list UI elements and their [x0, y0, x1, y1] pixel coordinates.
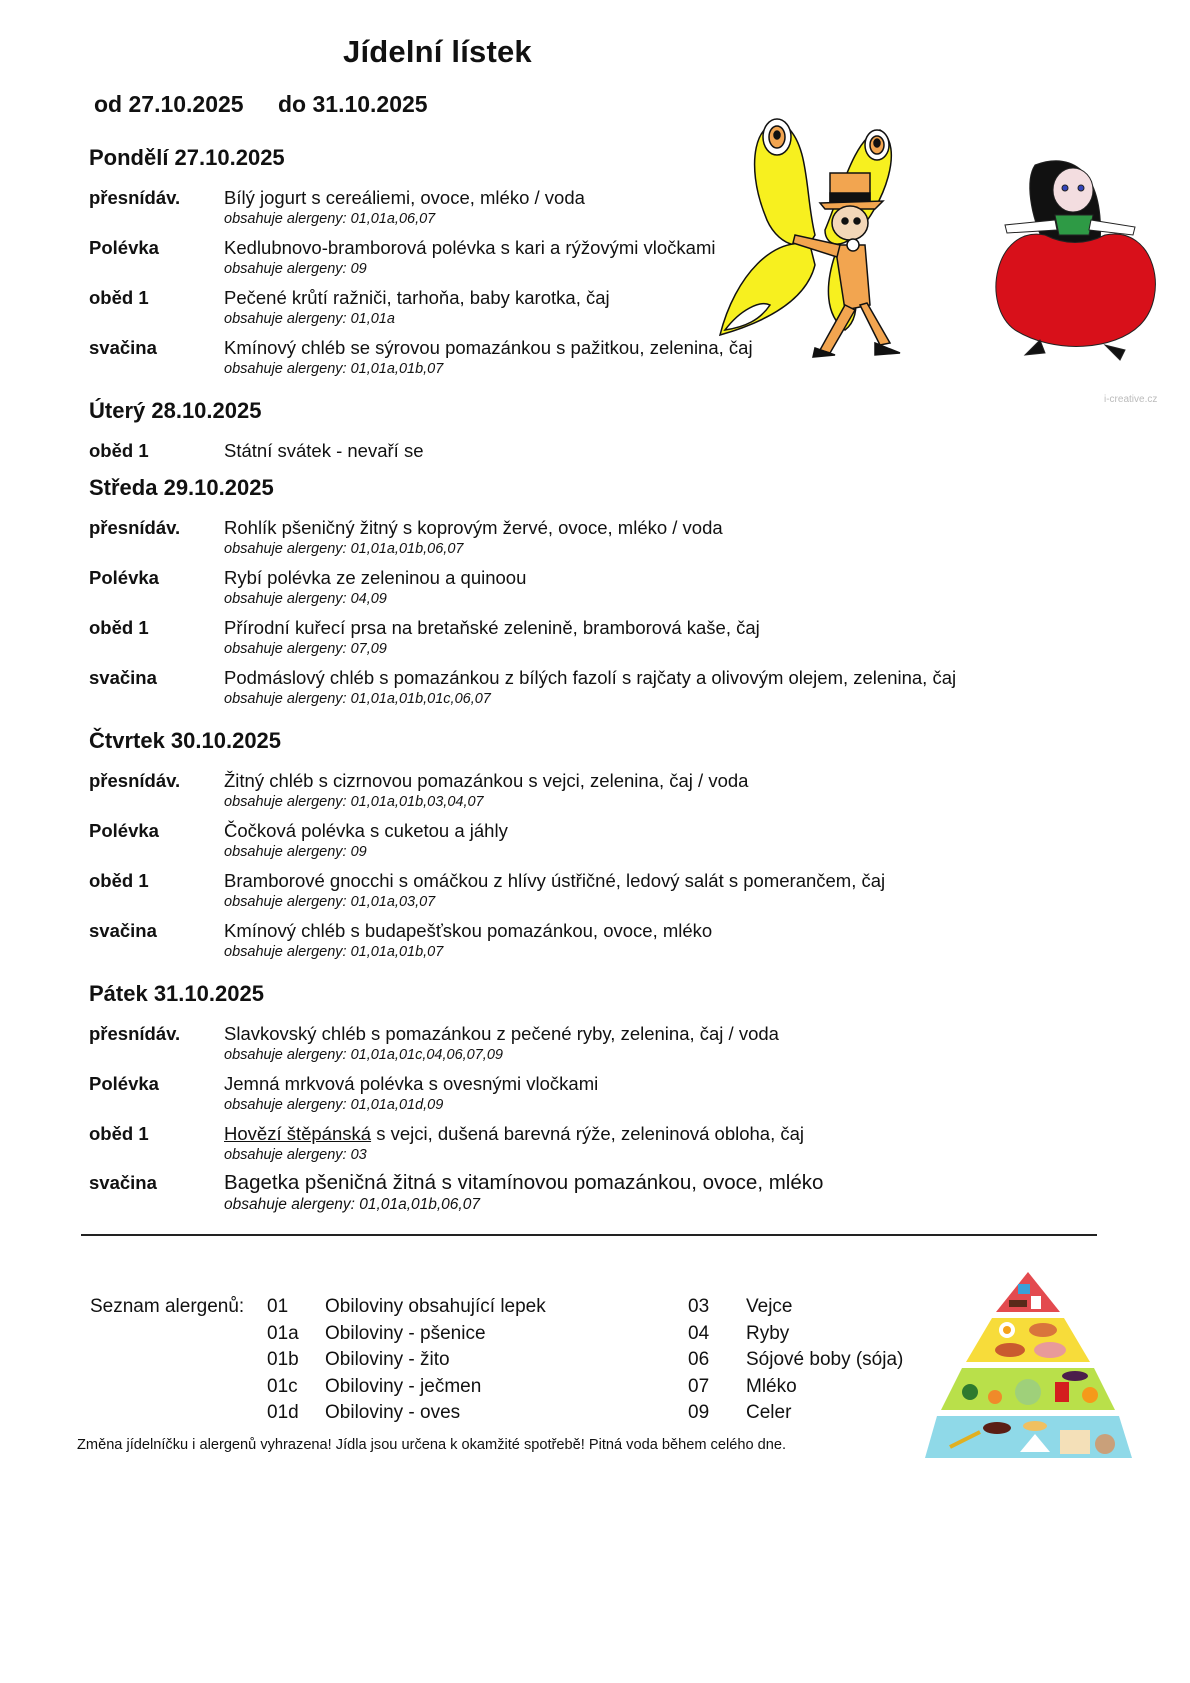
meal-allergens: obsahuje alergeny: 01,01a,01b,06,07	[224, 1196, 480, 1213]
allergen-item	[267, 1323, 546, 1350]
allergen-list-left	[267, 1296, 546, 1429]
meal-dish: Rohlík pšeničný žitný s koprovým žervé, ovoce, mléko / voda	[224, 517, 723, 538]
allergen-item	[267, 1376, 546, 1403]
meal-label: přesnídáv.	[89, 517, 181, 538]
meal-dish: Jemná mrkvová polévka s ovesnými vločkami	[224, 1073, 599, 1094]
allergen-code: 09	[688, 1402, 710, 1423]
meal-allergens: obsahuje alergeny: 03	[224, 1147, 367, 1163]
allergen-code: 01	[267, 1296, 289, 1317]
day-heading-tuesday: Úterý 28.10.2025	[89, 398, 262, 423]
allergen-item	[267, 1349, 546, 1376]
date-from: od 27.10.2025	[94, 91, 244, 117]
meal-dish: Bramborové gnocchi s omáčkou z hlívy ústřičné, ledový salát s pomerančem, čaj	[224, 870, 886, 891]
allergen-name: Obiloviny - oves	[325, 1402, 461, 1423]
allergen-code: 06	[688, 1349, 710, 1370]
meal-allergens: obsahuje alergeny: 09	[224, 261, 367, 277]
meal-dish: Kmínový chléb s budapešťskou pomazánkou, ovoce, mléko	[224, 920, 713, 941]
allergen-item	[688, 1402, 903, 1429]
allergen-name: Obiloviny - žito	[325, 1349, 450, 1370]
meal-dish	[224, 1123, 804, 1145]
meal-allergens: obsahuje alergeny: 01,01a,06,07	[224, 211, 436, 227]
meal-label: oběd 1	[89, 287, 149, 308]
meal-allergens: obsahuje alergeny: 01,01a,03,07	[224, 894, 436, 910]
allergen-item	[688, 1376, 903, 1403]
day-heading-friday: Pátek 31.10.2025	[89, 981, 264, 1006]
meal-label: oběd 1	[89, 440, 149, 461]
meal-dish: Bagetka pšeničná žitná s vitamínovou pomazánkou, ovoce, mléko	[224, 1171, 824, 1194]
allergen-list-label: Seznam alergenů:	[90, 1296, 245, 1317]
meal-allergens: obsahuje alergeny: 01,01a,01b,03,04,07	[224, 794, 484, 810]
meal-dish: Čočková polévka s cuketou a jáhly	[224, 820, 508, 841]
meal-allergens: obsahuje alergeny: 01,01a,01d,09	[224, 1097, 444, 1113]
meal-label: přesnídáv.	[89, 187, 181, 208]
meal-label: svačina	[89, 667, 157, 688]
allergen-item	[267, 1402, 546, 1429]
day-heading-wednesday: Středa 29.10.2025	[89, 475, 274, 500]
meal-allergens: obsahuje alergeny: 01,01a	[224, 311, 395, 327]
page-title: Jídelní lístek	[343, 34, 532, 69]
day-heading-monday: Pondělí 27.10.2025	[89, 145, 285, 170]
meal-dish: Rybí polévka ze zeleninou a quinoou	[224, 567, 527, 588]
meal-label: oběd 1	[89, 870, 149, 891]
meal-label: svačina	[89, 337, 157, 358]
meal-dish: Kedlubnovo-bramborová polévka s kari a rýžovými vločkami	[224, 237, 716, 258]
meal-dish: Státní svátek - nevaří se	[224, 440, 424, 461]
allergen-name: Sójové boby (sója)	[746, 1349, 904, 1370]
footer-note: Změna jídelníčku i alergenů vyhrazena! Jídla jsou určena k okamžité spotřebě! Pitná voda během celého dne.	[77, 1437, 787, 1453]
allergen-code: 01d	[267, 1402, 299, 1423]
butterfly-boy-illustration	[715, 105, 915, 365]
meal-label: přesnídáv.	[89, 770, 181, 791]
allergen-name: Obiloviny - pšenice	[325, 1322, 486, 1344]
allergen-name: Ryby	[746, 1322, 790, 1344]
allergen-code: 07	[688, 1375, 710, 1397]
allergen-item	[688, 1323, 903, 1350]
allergen-name: Obiloviny obsahující lepek	[325, 1296, 546, 1317]
date-range	[94, 91, 456, 118]
meal-label: Polévka	[89, 237, 159, 258]
allergen-code: 01c	[267, 1375, 298, 1397]
meal-dish: Žitný chléb s cizrnovou pomazánkou s vejci, zelenina, čaj / voda	[224, 770, 749, 791]
meal-allergens: obsahuje alergeny: 09	[224, 844, 367, 860]
meal-dish: Přírodní kuřecí prsa na bretaňské zelenině, bramborová kaše, čaj	[224, 617, 760, 638]
meal-dish: Bílý jogurt s cereáliemi, ovoce, mléko / voda	[224, 187, 585, 208]
day-heading-thursday: Čtvrtek 30.10.2025	[89, 728, 282, 753]
allergen-name: Mléko	[746, 1375, 797, 1397]
meal-allergens: obsahuje alergeny: 01,01a,01b,01c,06,07	[224, 691, 491, 707]
dish-rest-text: s vejci, dušená barevná rýže, zeleninová obloha, čaj	[371, 1123, 805, 1144]
meal-allergens: obsahuje alergeny: 07,09	[224, 641, 387, 657]
meal-allergens: obsahuje alergeny: 01,01a,01b,06,07	[224, 541, 464, 557]
meal-dish: Podmáslový chléb s pomazánkou z bílých fazolí s rajčaty a olivovým olejem, zelenina, čaj	[224, 667, 957, 688]
meal-label: přesnídáv.	[89, 1023, 181, 1044]
allergen-code: 01a	[267, 1322, 299, 1344]
meal-label: Polévka	[89, 567, 159, 588]
meal-allergens: obsahuje alergeny: 01,01a,01c,04,06,07,09	[224, 1047, 503, 1063]
allergen-item	[688, 1296, 903, 1323]
meal-allergens: obsahuje alergeny: 01,01a,01b,07	[224, 361, 444, 377]
meal-label: oběd 1	[89, 1123, 149, 1144]
divider	[81, 1234, 1097, 1236]
meal-dish: Kmínový chléb se sýrovou pomazánkou s pažitkou, zelenina, čaj	[224, 337, 753, 358]
meal-dish: Pečené krůtí ražniči, tarhoňa, baby karotka, čaj	[224, 287, 610, 308]
girl-in-red-dress-illustration	[985, 155, 1165, 365]
allergen-name: Obiloviny - ječmen	[325, 1375, 482, 1397]
meal-label: svačina	[89, 920, 157, 941]
meal-label: oběd 1	[89, 617, 149, 638]
allergen-item	[688, 1349, 903, 1376]
food-pyramid-illustration	[925, 1262, 1135, 1462]
allergen-code: 01b	[267, 1349, 299, 1370]
meal-allergens: obsahuje alergeny: 04,09	[224, 591, 387, 607]
dish-link-text: Hovězí štěpánská	[224, 1123, 372, 1144]
allergen-code: 04	[688, 1322, 710, 1344]
allergen-code: 03	[688, 1296, 710, 1317]
meal-label: Polévka	[89, 1073, 159, 1094]
meal-allergens: obsahuje alergeny: 01,01a,01b,07	[224, 944, 444, 960]
allergen-name: Vejce	[746, 1296, 793, 1317]
allergen-name: Celer	[746, 1402, 792, 1423]
allergen-list-right	[688, 1296, 903, 1429]
meal-dish: Slavkovský chléb s pomazánkou z pečené ryby, zelenina, čaj / voda	[224, 1023, 779, 1044]
allergen-item	[267, 1296, 546, 1323]
meal-label: svačina	[89, 1172, 157, 1193]
meal-label: Polévka	[89, 820, 159, 841]
date-to: do 31.10.2025	[278, 91, 428, 117]
watermark: i-creative.cz	[1104, 394, 1158, 405]
